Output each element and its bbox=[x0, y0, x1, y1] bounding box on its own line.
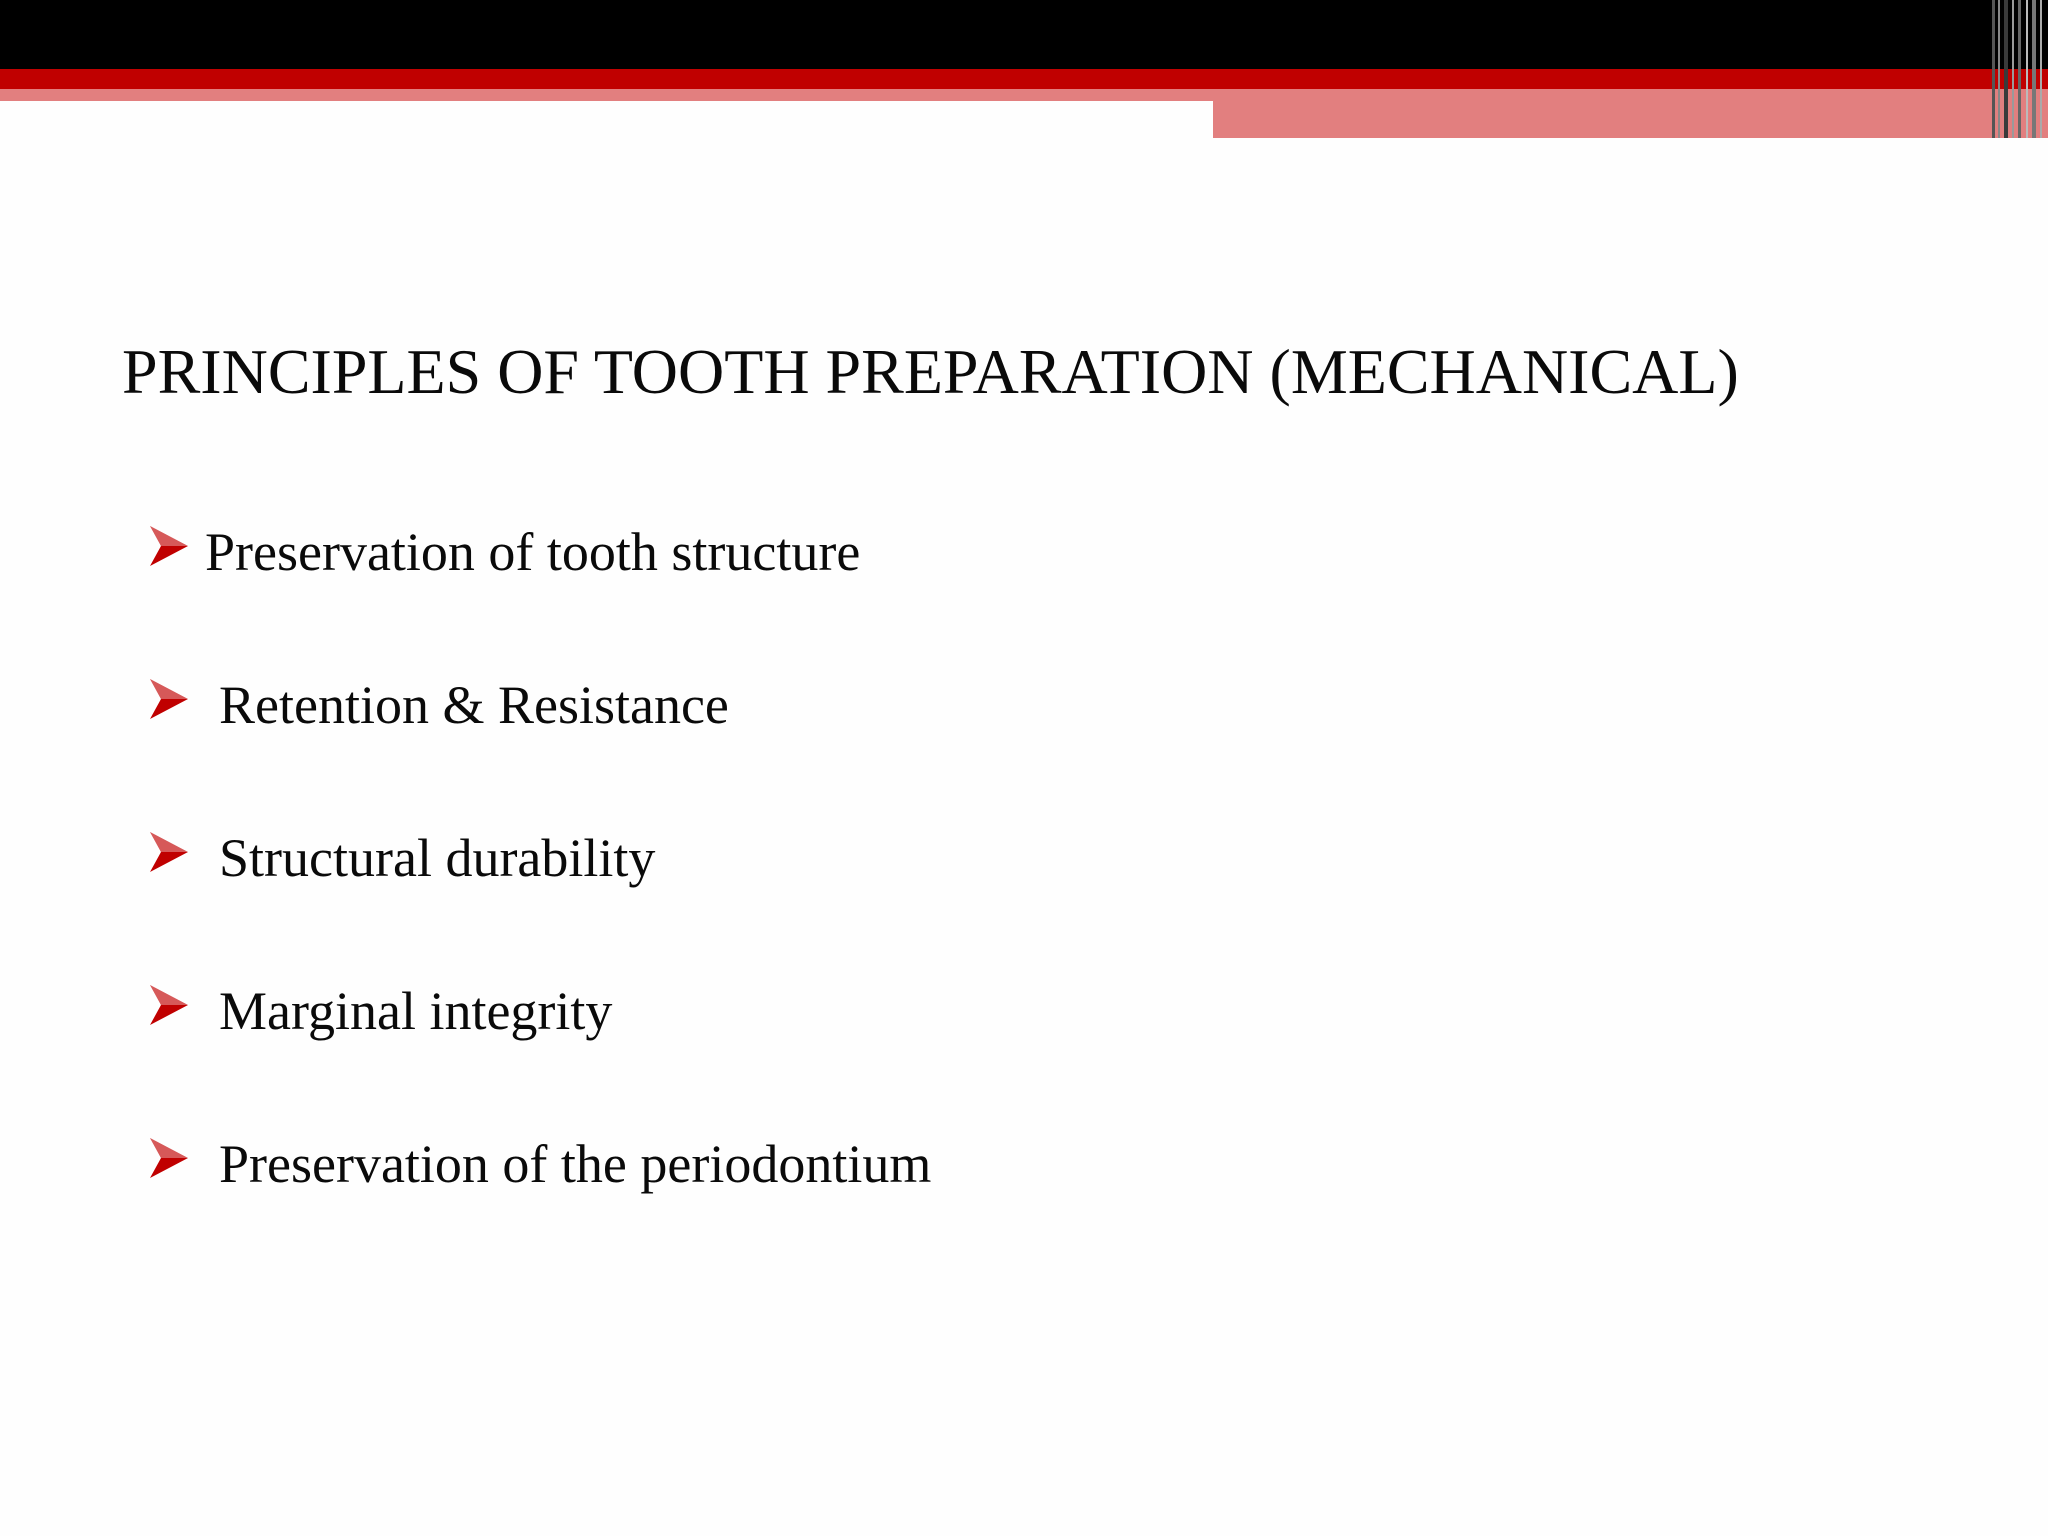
header-pink-bar-right bbox=[1213, 89, 2048, 138]
bullet-text: Preservation of the periodontium bbox=[219, 1134, 932, 1194]
bullet-text: Structural durability bbox=[219, 828, 656, 888]
header-stripes bbox=[1988, 0, 2048, 138]
header-red-bar bbox=[0, 69, 2048, 89]
arrowhead-bullet-icon bbox=[148, 983, 190, 1027]
arrowhead-bullet-icon bbox=[148, 1136, 190, 1180]
slide-title: PRINCIPLES OF TOOTH PREPARATION (MECHANICAL) bbox=[122, 336, 1739, 407]
header-pink-bar-left bbox=[0, 89, 1213, 101]
arrowhead-bullet-icon bbox=[148, 830, 190, 874]
bullet-text: Marginal integrity bbox=[219, 981, 613, 1041]
header-black-bar bbox=[0, 0, 2048, 69]
bullet-text: Preservation of tooth structure bbox=[205, 522, 861, 582]
bullet-text: Retention & Resistance bbox=[219, 675, 729, 735]
arrowhead-bullet-icon bbox=[148, 677, 190, 721]
arrowhead-bullet-icon bbox=[148, 524, 190, 568]
